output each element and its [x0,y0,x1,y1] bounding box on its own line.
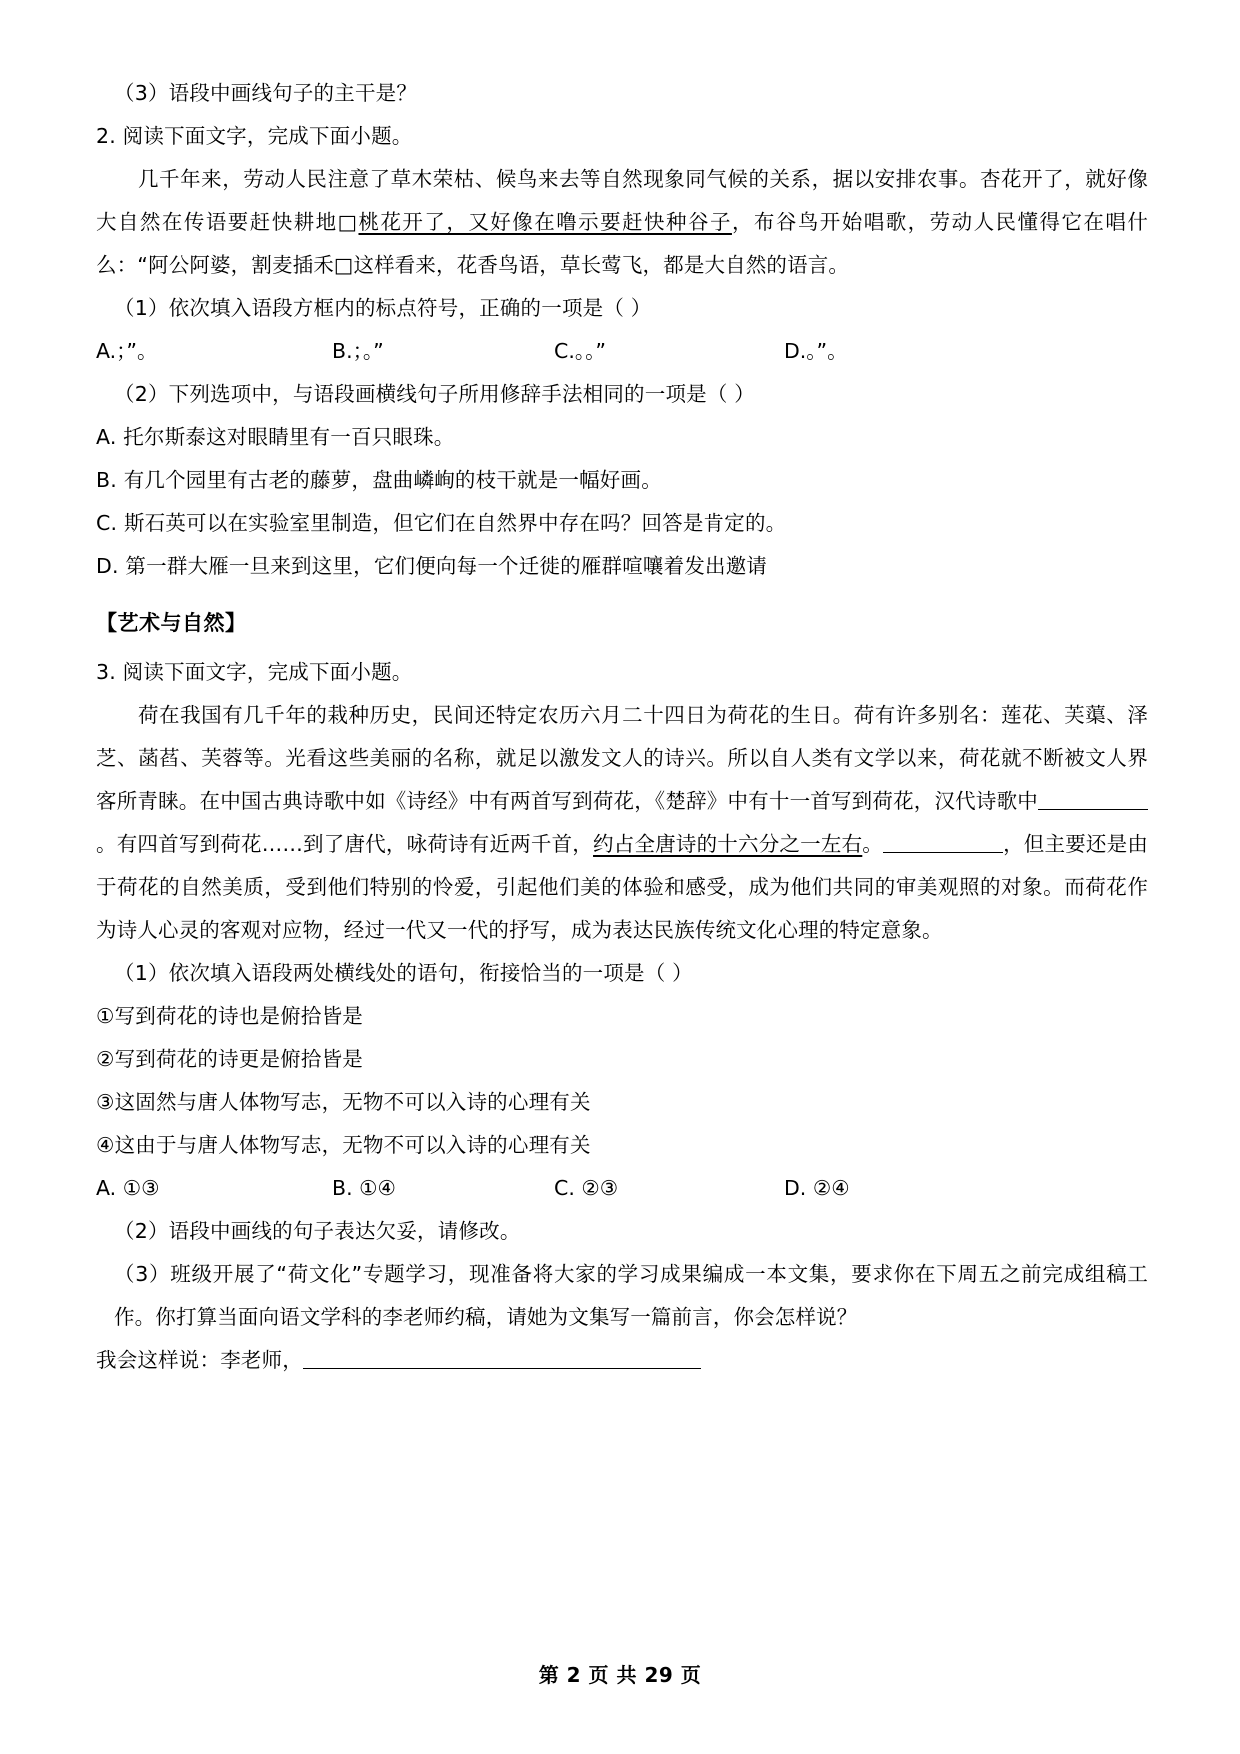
question-3-stem: 3. 阅读下面文字，完成下面小题。 [96,660,413,684]
question-3-sub-1-stem: （1）依次填入语段两处横线处的语句，衔接恰当的一项是（ ） [114,961,693,985]
question-1-sub-3: （3）语段中画线句子的主干是？ [114,81,418,105]
passage-part-1: 几千年来，劳动人民注意了草木荣枯、候鸟来去等自然现象同气候的关系，据以安排农事。杏花开了，就好像大自然在传语要赶快耕地□ [96,167,1148,234]
question-3-sub-1-options [96,1167,1148,1210]
question-3-sub-3-stem: （3）班级开展了“荷文化”专题学习，现准备将大家的学习成果编成一本文集，要求你在下周五之前完成组稿工作。你打算当面向语文学科的李老师约稿，请她为文集写一篇前言，你会怎样说？ [114,1262,1148,1329]
option-d[interactable]: D. ②④ [784,1176,850,1200]
question-3-item-4: ④这由于与唐人体物写志，无物不可以入诗的心理有关 [96,1133,591,1157]
question-3-item-1: ①写到荷花的诗也是俯拾皆是 [96,1004,363,1028]
page-footer: 第 2 页 共 29 页 [538,1663,702,1687]
question-2-sub-2-stem: （2）下列选项中，与语段画横线句子所用修辞手法相同的一项是（ ） [114,382,755,406]
option-a[interactable]: A.；”。 [96,339,158,363]
option-c[interactable]: C.。。” [554,339,606,363]
question-2-sub-2-option-d[interactable]: D. 第一群大雁一旦来到这里，它们便向每一个迁徙的雁群喧嚷着发出邀请 [96,554,768,578]
question-3-answer-line [96,1339,1148,1382]
question-2-stem: 2. 阅读下面文字，完成下面小题。 [96,124,413,148]
question-3-item-3: ③这固然与唐人体物写志，无物不可以入诗的心理有关 [96,1090,591,1114]
question-2-sub-2-option-a[interactable]: A. 托尔斯泰这对眼睛里有一百只眼珠。 [96,425,455,449]
section-heading-art-and-nature: 【艺术与自然】 [96,611,247,635]
option-b[interactable]: B.；。” [332,339,384,363]
answer-prefix: 我会这样说：李老师， [96,1348,303,1372]
answer-blank[interactable] [303,1349,701,1369]
question-3-sub-2-stem: （2）语段中画线的句子表达欠妥，请修改。 [114,1219,521,1243]
passage-part-2: ，布谷鸟开始唱歌，劳动人民懂得它在唱什么：“阿公阿婆，割麦插禾□这样看来，花香鸟语，草长莺飞，都是大自然的语言。 [96,210,1148,277]
question-2-sub-1-stem: （1）依次填入语段方框内的标点符号，正确的一项是（ ） [114,296,652,320]
passage-part-a: 荷在我国有几千年的栽种历史，民间还特定农历六月二十四日为荷花的生日。荷有许多别名：莲花、芙蕖、泽芝、菡萏、芙蓉等。光看这些美丽的名称，就足以激发文人的诗兴。所以自人类有文学以来，荷花就不断被文人界客所青睐。在中国古典诗歌中如《诗经》中有两首写到荷花，《楚辞》中有十一首写到荷花，汉代诗歌中 [96,703,1148,813]
passage-part-b: 。有四首写到荷花……到了唐代，咏荷诗有近两千首， [96,832,594,856]
question-3-item-2: ②写到荷花的诗更是俯拾皆是 [96,1047,363,1071]
option-c[interactable]: C. ②③ [554,1176,619,1200]
option-d[interactable]: D.。”。 [784,339,848,363]
question-2-sub-2-option-c[interactable]: C. 斯石英可以在实验室里制造，但它们在自然界中存在吗？回答是肯定的。 [96,511,787,535]
passage-underlined-clause: 桃花开了，又好像在噜示要赶快种谷子 [358,210,732,234]
question-2-passage [96,158,1148,287]
passage-underlined-clause: 约占全唐诗的十六分之一左右 [593,832,863,856]
question-3-passage [96,694,1148,952]
question-2-sub-2-option-b[interactable]: B. 有几个园里有古老的藤萝，盘曲嶙峋的枝干就是一幅好画。 [96,468,662,492]
passage-blank-1[interactable] [1038,790,1148,810]
question-2-sub-1-options [96,330,1148,373]
option-a[interactable]: A. ①③ [96,1176,160,1200]
option-b[interactable]: B. ①④ [332,1176,396,1200]
passage-part-d: ，但主要还是由于荷花的自然美质，受到他们特别的怜爱，引起他们美的体验和感受，成为他们共同的审美观照的对象。而荷花作为诗人心灵的客观对应物，经过一代又一代的抒写，成为表达民族传统文化心理的特定意象。 [96,832,1148,942]
passage-part-c: 。 [862,832,884,856]
passage-blank-2[interactable] [883,833,1003,853]
